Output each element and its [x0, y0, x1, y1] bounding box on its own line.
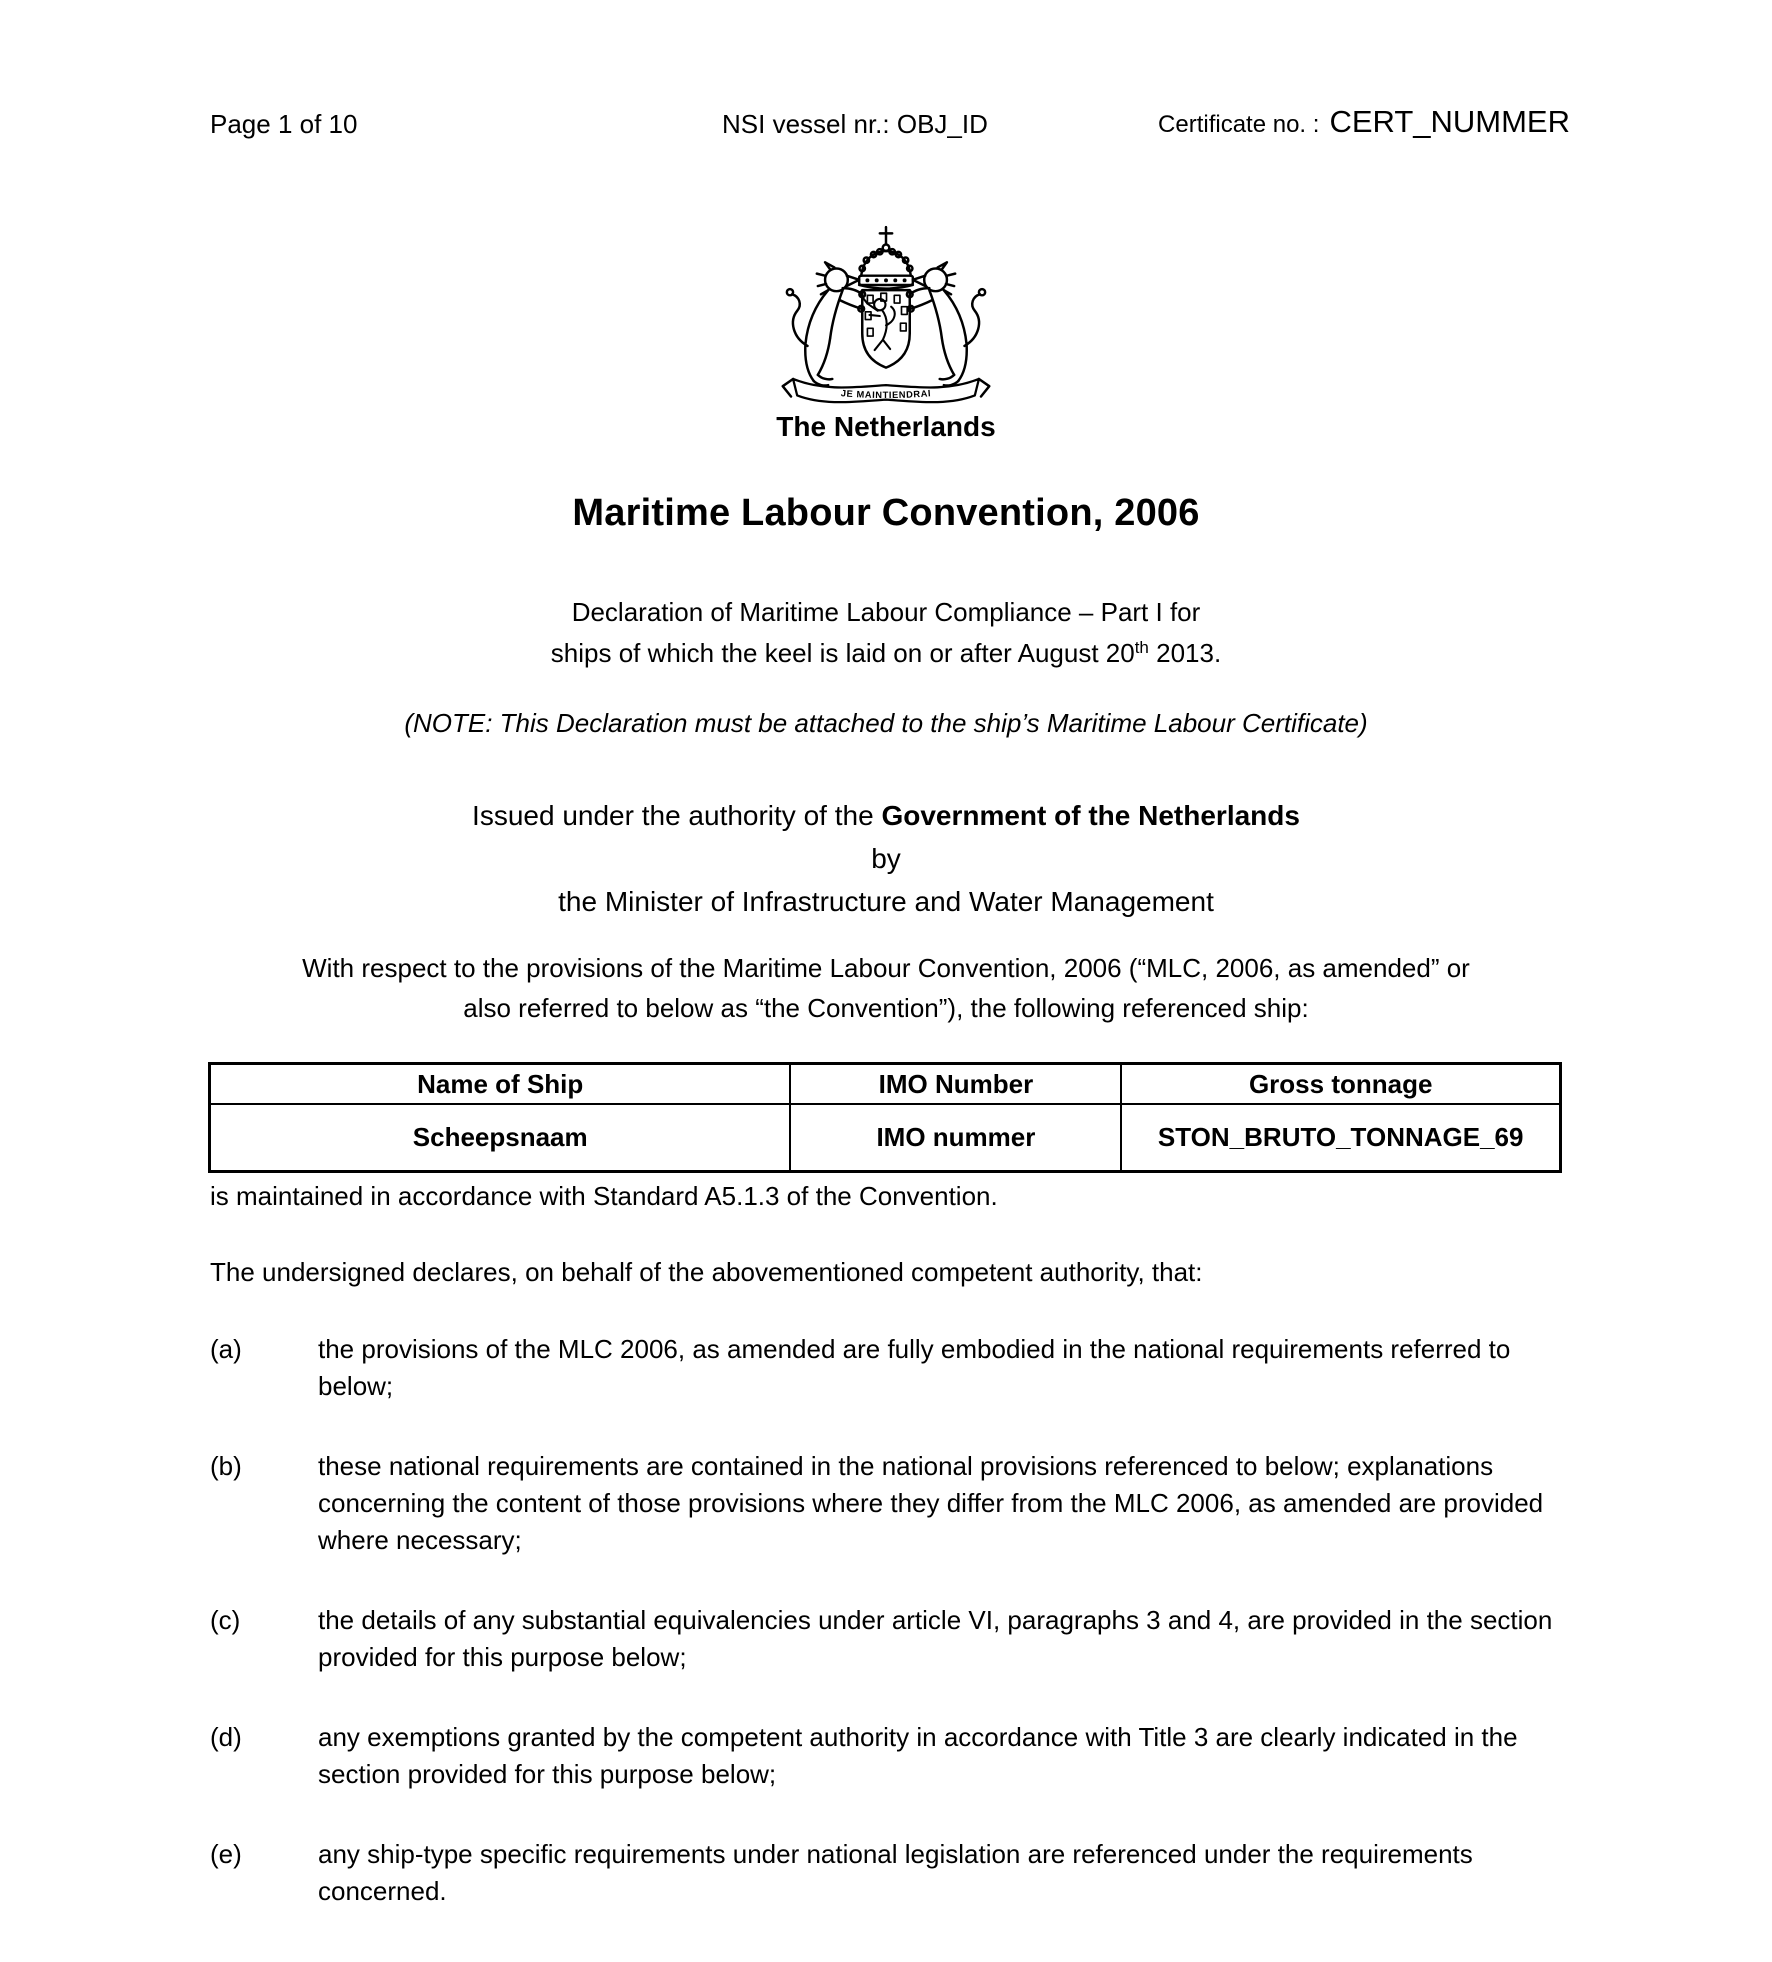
authority-line1: Issued under the authority of the Government of the Netherlands — [472, 800, 1300, 831]
item-text: any exemptions granted by the competent authority in accordance with Title 3 are clearly indicated in the section provided for this purpose below; — [318, 1722, 1518, 1789]
item-label: (e) — [210, 1839, 242, 1869]
item-label: (c) — [210, 1605, 241, 1635]
netherlands-coat-of-arms-icon — [760, 222, 1012, 412]
item-text: any ship-type specific requirements under national legislation are referenced under the requirements concerned. — [318, 1839, 1473, 1906]
authority-line2: by — [871, 843, 901, 874]
item-label: (b) — [210, 1451, 242, 1481]
page-title: Maritime Labour Convention, 2006 — [572, 492, 1200, 534]
header-name-of-ship: Name of Ship — [210, 1064, 791, 1105]
cell-gross-tonnage: STON_BRUTO_TONNAGE_69 — [1121, 1104, 1560, 1172]
emblem-caption: The Netherlands — [776, 411, 996, 442]
government-name: Government of the Netherlands — [881, 800, 1300, 831]
emblem-motto: JE MAINTIENDRAI — [840, 388, 932, 401]
intro-line1: With respect to the provisions of the Maritime Labour Convention, 2006 (“MLC, 2006, as amended” or — [302, 953, 1470, 983]
item-label: (d) — [210, 1722, 242, 1752]
cell-ship-name: Scheepsnaam — [210, 1104, 791, 1172]
page-number-label: Page 1 of 10 — [210, 109, 358, 139]
certificate-number-value: CERT_NUMMER — [1329, 104, 1570, 139]
subtitle-line2: ships of which the keel is laid on or after August 20th 2013. — [550, 638, 1222, 668]
declaration-list — [210, 1331, 1566, 1953]
intro-line2: also referred to below as “the Convention”), the following referenced ship: — [463, 993, 1309, 1023]
ship-table-header-row — [210, 1064, 1561, 1105]
superscript-th: th — [1134, 638, 1149, 657]
vessel-number-label: NSI vessel nr.: OBJ_ID — [722, 109, 988, 139]
page-header — [210, 104, 1570, 140]
item-text: the details of any substantial equivalencies under article VI, paragraphs 3 and 4, are provided in the section provided for this purpose below; — [318, 1605, 1553, 1672]
declaration-item-e — [210, 1836, 1566, 1910]
declaration-item-a — [210, 1331, 1566, 1405]
declaration-intro: The undersigned declares, on behalf of the abovementioned competent authority, that: — [210, 1257, 1203, 1287]
header-gross-tonnage: Gross tonnage — [1121, 1064, 1560, 1105]
certificate-number-label: Certificate no. : — [1158, 111, 1320, 138]
subtitle — [0, 592, 1772, 677]
header-imo-number: IMO Number — [790, 1064, 1121, 1105]
ship-table-data-row — [210, 1104, 1561, 1172]
issuing-authority — [0, 794, 1772, 923]
maintained-statement: is maintained in accordance with Standard A5.1.3 of the Convention. — [210, 1181, 998, 1211]
item-text: the provisions of the MLC 2006, as amended are fully embodied in the national requirements referred to below; — [318, 1334, 1511, 1401]
minister-name: the Minister of Infrastructure and Water Management — [558, 886, 1214, 917]
declaration-item-b — [210, 1448, 1566, 1559]
item-text: these national requirements are contained in the national provisions referenced to below; explanations concerning the content of those provisions where they differ from the MLC 2006, as amended are provided where necessary; — [318, 1451, 1544, 1555]
certificate-number — [1158, 104, 1570, 140]
ship-table — [208, 1062, 1562, 1173]
item-label: (a) — [210, 1334, 242, 1364]
subtitle-line1: Declaration of Maritime Labour Compliance – Part I for — [571, 597, 1201, 627]
intro-paragraph — [0, 948, 1772, 1028]
cell-imo-number: IMO nummer — [790, 1104, 1121, 1172]
declaration-item-d — [210, 1719, 1566, 1793]
attachment-note: (NOTE: This Declaration must be attached to the ship’s Maritime Labour Certificate) — [404, 708, 1368, 738]
declaration-item-c — [210, 1602, 1566, 1676]
